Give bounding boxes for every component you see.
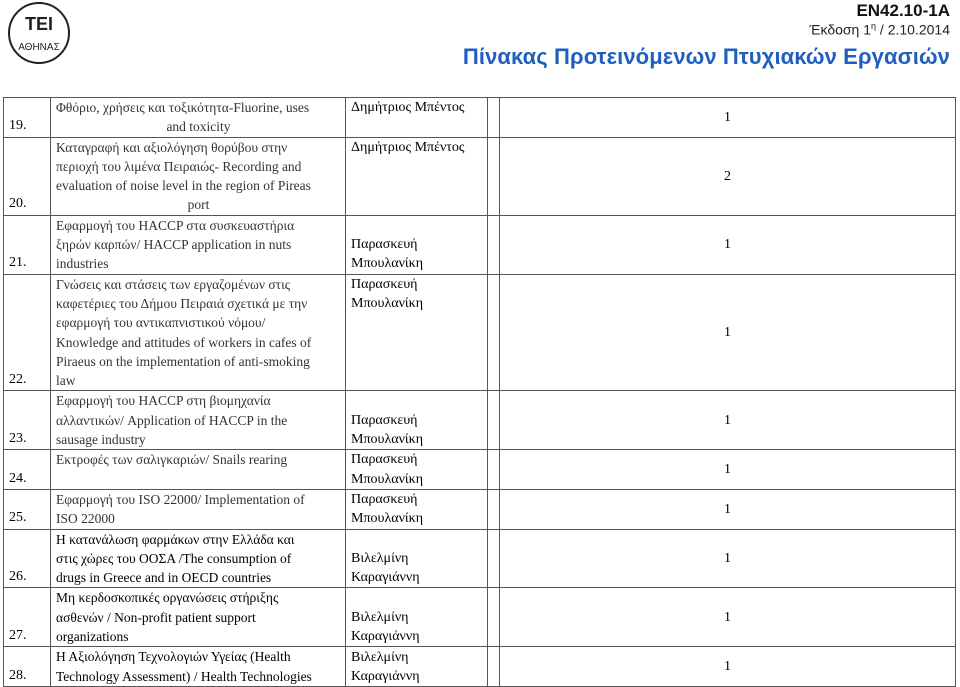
table-row [4,489,956,529]
tei-athens-logo [2,0,76,66]
student-count: 1 [500,450,956,490]
supervisor [346,647,488,687]
thesis-title [51,215,346,274]
thesis-title-line: Εκτροφές των σαλιγκαριών/ Snails rearing [56,452,288,468]
table-row [4,98,956,138]
thesis-title [51,137,346,215]
thesis-title [51,489,346,529]
thesis-title-line: law [56,373,76,389]
thesis-title-line: Εφαρμογή του ISO 22000/ Implementation of [56,491,305,507]
page-header [0,0,960,90]
supervisor-name-line: Μπουλανίκη [351,432,424,448]
supervisor-name-line: Βιλελμίνη [351,649,409,665]
thesis-title-line: evaluation of noise level in the region of Pireas [56,178,311,194]
thesis-title-line: sausage industry [56,432,146,448]
thesis-title-line: αλλαντικών/ Application of HACCP in the [56,412,288,428]
blank-cell [488,215,500,274]
thesis-title-line: Μη κερδοσκοπικές οργανώσεις στήριξης [56,590,279,606]
student-count: 1 [500,391,956,450]
blank-cell [488,450,500,490]
student-count: 1 [500,588,956,647]
thesis-title [51,98,346,138]
supervisor-name-line: Παρασκευή [351,412,418,428]
thesis-title-line: Η κατανάλωση φαρμάκων στην Ελλάδα και [56,531,295,547]
supervisor [346,529,488,588]
thesis-title-line: Καταγραφή και αξιολόγηση θορύβου στην [56,139,288,155]
proposed-theses-table [3,97,956,687]
student-count: 1 [500,647,956,687]
thesis-title-line: ξηρών καρπών/ HACCP application in nuts [56,237,292,253]
table-row [4,450,956,490]
blank-cell [488,391,500,450]
student-count: 1 [500,215,956,274]
blank-cell [488,98,500,138]
supervisor-name-line: Καραγιάννη [351,669,420,685]
row-number: 21. [4,215,51,274]
student-count: 1 [500,529,956,588]
supervisor-name-line: Βιλελμίνη [351,550,409,566]
row-number: 23. [4,391,51,450]
document-title: Πίνακας Προτεινόμενων Πτυχιακών Εργασιών [462,44,950,69]
thesis-title-line: στις χώρες του ΟΟΣΑ /The consumption of [56,550,292,566]
supervisor [346,391,488,450]
supervisor-name-line: Μπουλανίκη [351,256,424,272]
thesis-title-line: and toxicity [166,119,231,135]
blank-cell [488,588,500,647]
supervisor-name-line: Βιλελμίνη [351,609,409,625]
thesis-title-line: industries [56,256,109,272]
row-number: 22. [4,274,51,391]
row-number: 25. [4,489,51,529]
thesis-title-line: Η Αξιολόγηση Τεχνολογιών Υγείας (Health [56,649,291,665]
thesis-title-line: organizations [56,629,129,645]
supervisor [346,274,488,391]
thesis-title-line: Knowledge and attitudes of workers in cafes of [56,334,312,350]
supervisor-name-line: Καραγιάννη [351,570,420,586]
thesis-title [51,274,346,391]
thesis-title-line: port [187,197,210,213]
student-count: 1 [500,274,956,391]
supervisor-name-line: Δημήτριος Μπέντος [351,139,465,155]
table-row [4,391,956,450]
supervisor [346,450,488,490]
student-count: 1 [500,98,956,138]
row-number: 28. [4,647,51,687]
thesis-title-line: Technology Assessment) / Health Technologies [56,668,312,684]
thesis-title-line: Γνώσεις και στάσεις των εργαζομένων στις [56,276,291,292]
student-count: 2 [500,137,956,215]
thesis-title [51,588,346,647]
supervisor [346,215,488,274]
supervisor [346,98,488,138]
thesis-title-line: Εφαρμογή του HACCP στα συσκευαστήρια [56,217,295,233]
svg-text:ΑΘΗΝΑΣ: ΑΘΗΝΑΣ [18,42,60,53]
row-number: 26. [4,529,51,588]
student-count: 1 [500,489,956,529]
table-row [4,274,956,391]
supervisor-name-line: Μπουλανίκη [351,511,424,527]
supervisor-name-line: Παρασκευή [351,276,418,292]
thesis-title [51,450,346,490]
supervisor [346,588,488,647]
svg-text:ΤΕΙ: ΤΕΙ [24,14,54,34]
thesis-title [51,647,346,687]
row-number: 19. [4,98,51,138]
supervisor-name-line: Δημήτριος Μπέντος [351,100,465,115]
supervisor [346,137,488,215]
blank-cell [488,489,500,529]
table-row [4,588,956,647]
thesis-title-line: Piraeus on the implementation of anti-smoking [56,353,310,369]
table-row [4,137,956,215]
row-number: 20. [4,137,51,215]
thesis-title-line: περιοχή του λιμένα Πειραιώς- Recording and [56,158,302,174]
supervisor-name-line: Παρασκευή [351,452,418,468]
table-row [4,647,956,687]
thesis-title-line: ασθενών / Non-profit patient support [56,609,256,625]
thesis-title-line: drugs in Greece and in OECD countries [56,570,272,586]
thesis-title [51,391,346,450]
supervisor-name-line: Μπουλανίκη [351,295,424,311]
thesis-title-line: καφετέριες του Δήμου Πειραιά σχετικά με την [56,295,308,311]
blank-cell [488,137,500,215]
document-edition: Έκδοση $1^\eta / 2.10.2014$ [809,21,950,38]
thesis-title-line: Εφαρμογή του HACCP στη βιομηχανία [56,393,271,409]
thesis-title-line: ISO 22000 [56,511,115,527]
blank-cell [488,274,500,391]
blank-cell [488,529,500,588]
row-number: 27. [4,588,51,647]
blank-cell [488,647,500,687]
table-row [4,529,956,588]
supervisor-name-line: Μπουλανίκη [351,471,424,487]
thesis-title-line: εφαρμογή του αντικαπνιστικού νόμου/ [56,315,266,331]
supervisor [346,489,488,529]
document-code: EN42.10-1A [856,1,950,20]
thesis-title [51,529,346,588]
row-number: 24. [4,450,51,490]
supervisor-name-line: Παρασκευή [351,491,418,507]
table-row [4,215,956,274]
supervisor-name-line: Καραγιάννη [351,629,420,645]
thesis-title-line: Φθόριο, χρήσεις και τοξικότητα-Fluorine, uses [56,100,310,115]
supervisor-name-line: Παρασκευή [351,237,418,253]
